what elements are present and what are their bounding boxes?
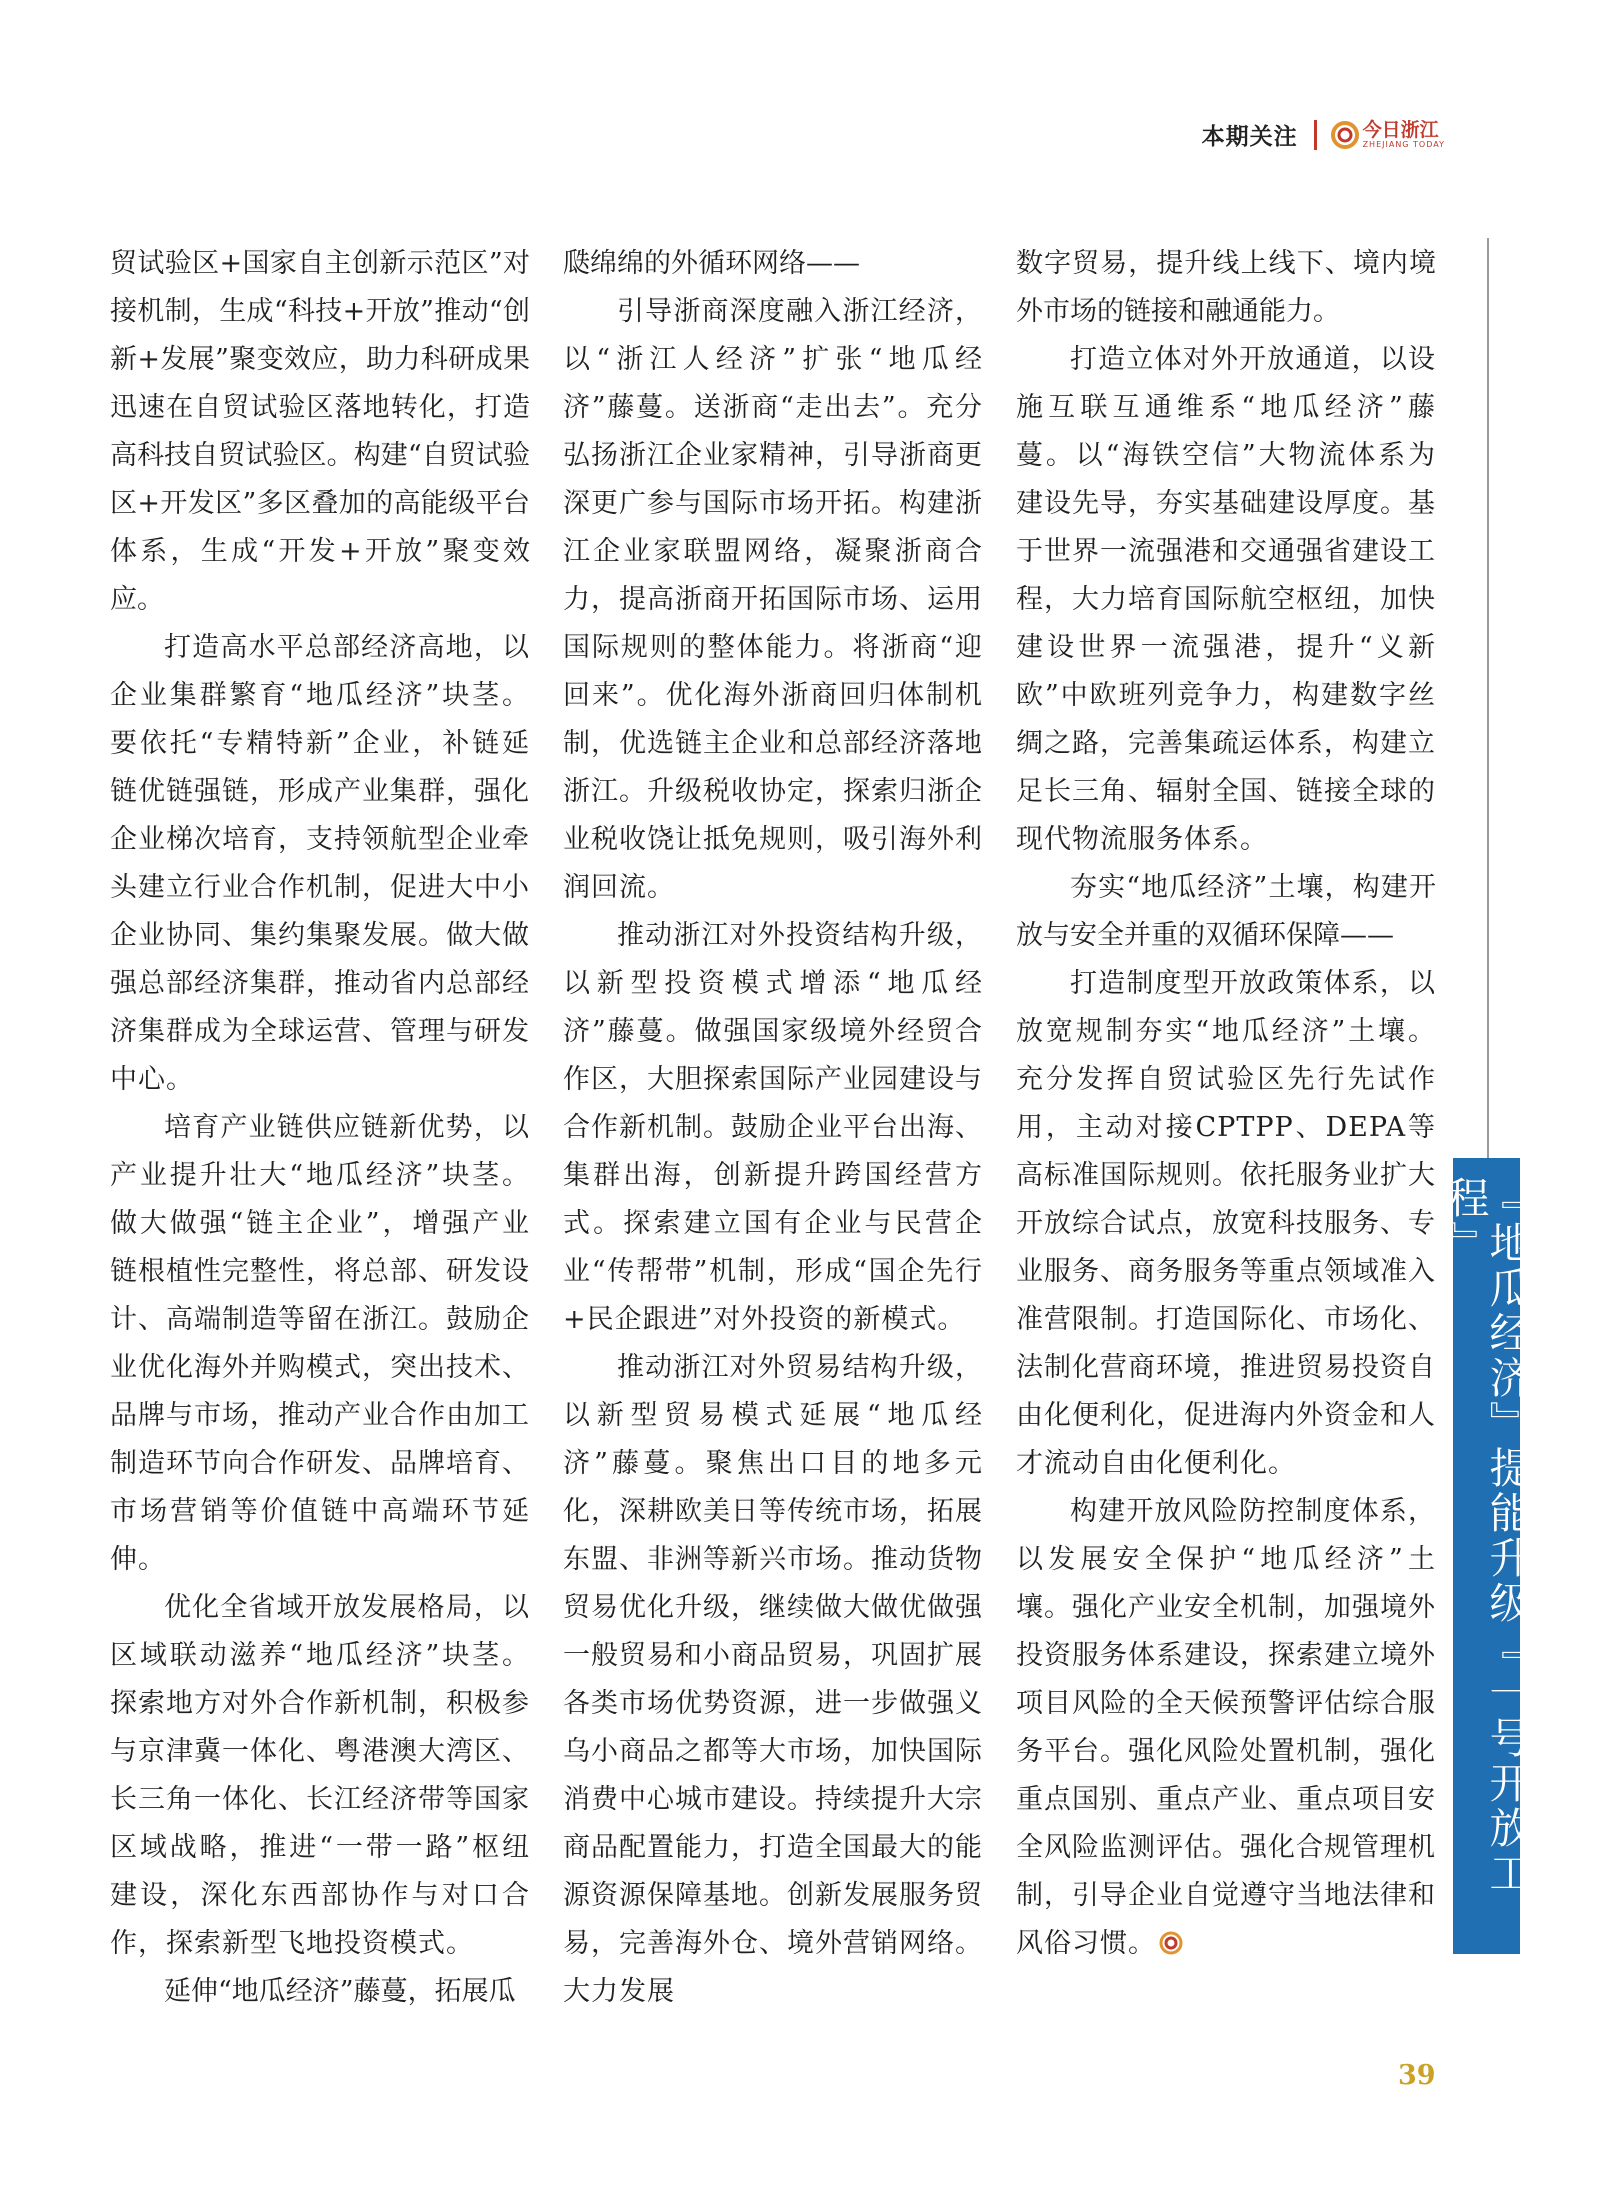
paragraph: 优化全省域开放发展格局，以区域联动滋养“地瓜经济”块茎。探索地方对外合作新机制，积极参与京津冀一体化、粤港澳大湾区、长三角一体化、长江经济带等国家区域战略，推进“一带一路”枢纽建设，深化东西部协作与对口合作，探索新型飞地投资模式。 — [110, 1592, 530, 1959]
magazine-logo — [1331, 120, 1445, 150]
logo-name: 今日浙江 — [1362, 118, 1439, 141]
page-header — [1202, 118, 1445, 151]
logo-swirl-icon — [1331, 121, 1359, 149]
text-column-3 — [1016, 240, 1436, 1968]
paragraph: 培育产业链供应链新优势，以产业提升壮大“地瓜经济”块茎。做大做强“链主企业”，增强产业链根植性完整性，将总部、研发设计、高端制造等留在浙江。鼓励企业优化海外并购模式，突出技术、品牌与市场，推动产业合作由加工制造环节向合作研发、品牌培育、市场营销等价值链中高端环节延伸。 — [110, 1112, 530, 1575]
paragraph-text: 构建开放风险防控制度体系，以发展安全保护“地瓜经济”土壤。强化产业安全机制，加强境外投资服务体系建设，探索建立境外项目风险的全天候预警评估综合服务平台。强化风险处置机制，强化重点国别、重点产业、重点项目安全风险监测评估。强化合规管理机制，引导企业自觉遵守当地法律和风俗习惯。 — [1016, 1496, 1436, 1959]
header-divider — [1314, 120, 1317, 150]
section-name: 本期关注 — [1201, 124, 1298, 150]
paragraph: 瓞绵绵的外循环网络—— — [563, 248, 860, 279]
page-number: 39 — [1398, 2060, 1436, 2091]
paragraph: 打造立体对外开放通道，以设施互联互通维系“地瓜经济”藤蔓。以“海铁空信”大物流体系为建设先导，夯实基础建设厚度。基于世界一流强港和交通强省建设工程，大力培育国际航空枢纽，加快建设世界一流强港，提升“义新欧”中欧班列竞争力，构建数字丝绸之路，完善集疏运体系，构建立足长三角、辐射全国、链接全球的现代物流服务体系。 — [1016, 344, 1436, 855]
paragraph-final — [1016, 1488, 1436, 1968]
paragraph: 引导浙商深度融入浙江经济，以“浙江人经济”扩张“地瓜经济”藤蔓。送浙商“走出去”。充分弘扬浙江企业家精神，引导浙商更深更广参与国际市场开拓。构建浙江企业家联盟网络，凝聚浙商合力，提高浙商开拓国际市场、运用国际规则的整体能力。将浙商“迎回来”。优化海外浙商回归体制机制，优选链主企业和总部经济落地浙江。升级税收协定，探索归浙企业税收饶让抵免规则，吸引海外利润回流。 — [563, 296, 983, 903]
paragraph: 数字贸易，提升线上线下、境内境外市场的链接和融通能力。 — [1016, 248, 1436, 327]
text-column-1 — [110, 240, 530, 2016]
side-rule — [1487, 238, 1489, 1158]
side-title: 『地瓜经济』提能升级『一号开放工程』 — [1441, 1176, 1533, 1896]
paragraph: 夯实“地瓜经济”土壤，构建开放与安全并重的双循环保障—— — [1016, 872, 1436, 951]
side-title-band — [1441, 1158, 1533, 1954]
paragraph: 贸试验区+国家自主创新示范区”对接机制，生成“科技+开放”推动“创新+发展”聚变效应，助力科研成果迅速在自贸试验区落地转化，打造高科技自贸试验区。构建“自贸试验区+开发区”多区叠加的高能级平台体系，生成“开发+开放”聚变效应。 — [110, 248, 530, 615]
paragraph: 延伸“地瓜经济”藤蔓，拓展瓜 — [164, 1976, 516, 2007]
article-end-icon — [1159, 1931, 1183, 1955]
paragraph: 推动浙江对外贸易结构升级，以新型贸易模式延展“地瓜经济”藤蔓。聚焦出口目的地多元化，深耕欧美日等传统市场，拓展东盟、非洲等新兴市场。推动货物贸易优化升级，继续做大做优做强一般贸易和小商品贸易，巩固扩展各类市场优势资源，进一步做强义乌小商品之都等大市场，加快国际消费中心城市建设。持续提升大宗商品配置能力，打造全国最大的能源资源保障基地。创新发展服务贸易，完善海外仓、境外营销网络。大力发展 — [563, 1352, 983, 2007]
paragraph: 推动浙江对外投资结构升级，以新型投资模式增添“地瓜经济”藤蔓。做强国家级境外经贸合作区，大胆探索国际产业园建设与合作新机制。鼓励企业平台出海、集群出海，创新提升跨国经营方式。探索建立国有企业与民营企业“传帮带”机制，形成“国企先行+民企跟进”对外投资的新模式。 — [563, 920, 983, 1335]
text-column-2 — [563, 240, 983, 2016]
paragraph: 打造制度型开放政策体系，以放宽规制夯实“地瓜经济”土壤。充分发挥自贸试验区先行先试作用，主动对接CPTPP、DEPA等高标准国际规则。依托服务业扩大开放综合试点，放宽科技服务、专业服务、商务服务等重点领域准入准营限制。打造国际化、市场化、法制化营商环境，推进贸易投资自由化便利化，促进海内外资金和人才流动自由化便利化。 — [1016, 968, 1436, 1479]
paragraph: 打造高水平总部经济高地，以企业集群繁育“地瓜经济”块茎。要依托“专精特新”企业，补链延链优链强链，形成产业集群，强化企业梯次培育，支持领航型企业牵头建立行业合作机制，促进大中小企业协同、集约集聚发展。做大做强总部经济集群，推动省内总部经济集群成为全球运营、管理与研发中心。 — [110, 632, 530, 1095]
logo-english: ZHEJIANG TODAY — [1362, 139, 1445, 149]
